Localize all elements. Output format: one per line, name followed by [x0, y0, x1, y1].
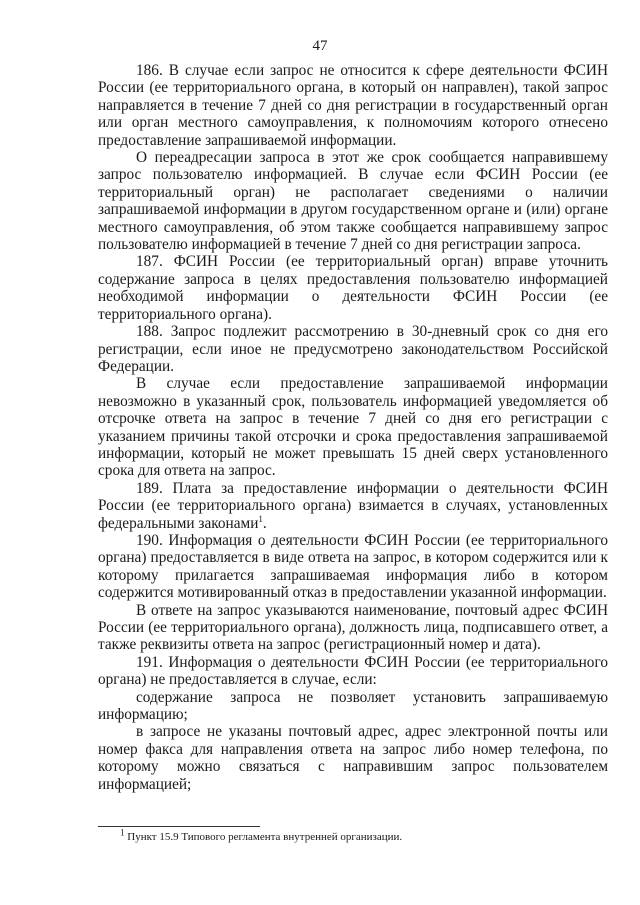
paragraph-190-response: В ответе на запрос указываются наименование, почтовый адрес ФСИН России (ее территориального органа), должность лица, подписавшего ответ, а также реквизиты ответа на запрос (регистрационный номер и дата).: [98, 601, 608, 654]
paragraph-188-deferral: В случае если предоставление запрашиваемой информации невозможно в указанный срок, пользователь информацией уведомляется об отсрочке ответа на запрос в течение 7 дней со дня его регистрации с указанием причины такой отсрочки и срока предоставления запрашиваемой информации, который не может превышать 15 дней сверх установленного срока для ответа на запрос.: [98, 375, 608, 480]
paragraph-189-period: .: [262, 514, 267, 532]
paragraph-191: 191. Информация о деятельности ФСИН России (ее территориального органа) не предоставляется в случае, если:: [98, 653, 608, 689]
paragraph-189: [98, 480, 608, 532]
paragraph-186-redirect: О переадресации запроса в этот же срок сообщается направившему запрос пользователю информацией. В случае если ФСИН России (ее территориальный орган) не располагает сведениями о наличии запрашиваемой информации в другом государственном органе и (или) органе местного самоуправления, об этом также сообщается направившему запрос пользователю информацией в течение 7 дней со дня регистрации запроса.: [98, 149, 608, 254]
document-body: [98, 62, 608, 793]
paragraph-186: 186. В случае если запрос не относится к сфере деятельности ФСИН России (ее территориального органа, в который он направлен), такой запрос направляется в течение 7 дней со дня регистрации в государственный орган или орган местного самоуправления, к полномочиям которого отнесено предоставление запрашиваемой информации.: [98, 62, 608, 149]
paragraph-188: 188. Запрос подлежит рассмотрению в 30-дневный срок со дня его регистрации, если иное не предусмотрено законодательством Российской Федерации.: [98, 323, 608, 375]
footnote-text: Пункт 15.9 Типового регламента внутренней организации.: [124, 831, 403, 843]
paragraph-190: 190. Информация о деятельности ФСИН России (ее территориального органа) предоставляется в виде ответа на запрос, в котором содержится или к которому прилагается запрашиваемая информация либо в котором содержится мотивированный отказ в предоставлении указанной информации.: [98, 531, 608, 602]
paragraph-191-item-1: содержание запроса не позволяет установить запрашиваемую информацию;: [98, 688, 608, 724]
paragraph-191-item-2: в запросе не указаны почтовый адрес, адрес электронной почты или номер факса для направления ответа на запрос либо номер телефона, по которому можно связаться с направившим запрос пользователем информацией;: [98, 723, 608, 793]
footnote: [120, 827, 403, 843]
footnote-mark: 1: [120, 827, 125, 838]
paragraph-187: 187. ФСИН России (ее территориальный орган) вправе уточнить содержание запроса в целях предоставления пользователю информацией необходимой информации о деятельности ФСИН России (ее территориального органа).: [98, 253, 608, 323]
footnote-reference: 1: [258, 513, 263, 524]
page-number: 47: [312, 38, 328, 54]
paragraph-189-text: 189. Плата за предоставление информации о деятельности ФСИН России (ее территориального органа) взимается в случаях, установленных федеральными законами: [98, 479, 608, 532]
